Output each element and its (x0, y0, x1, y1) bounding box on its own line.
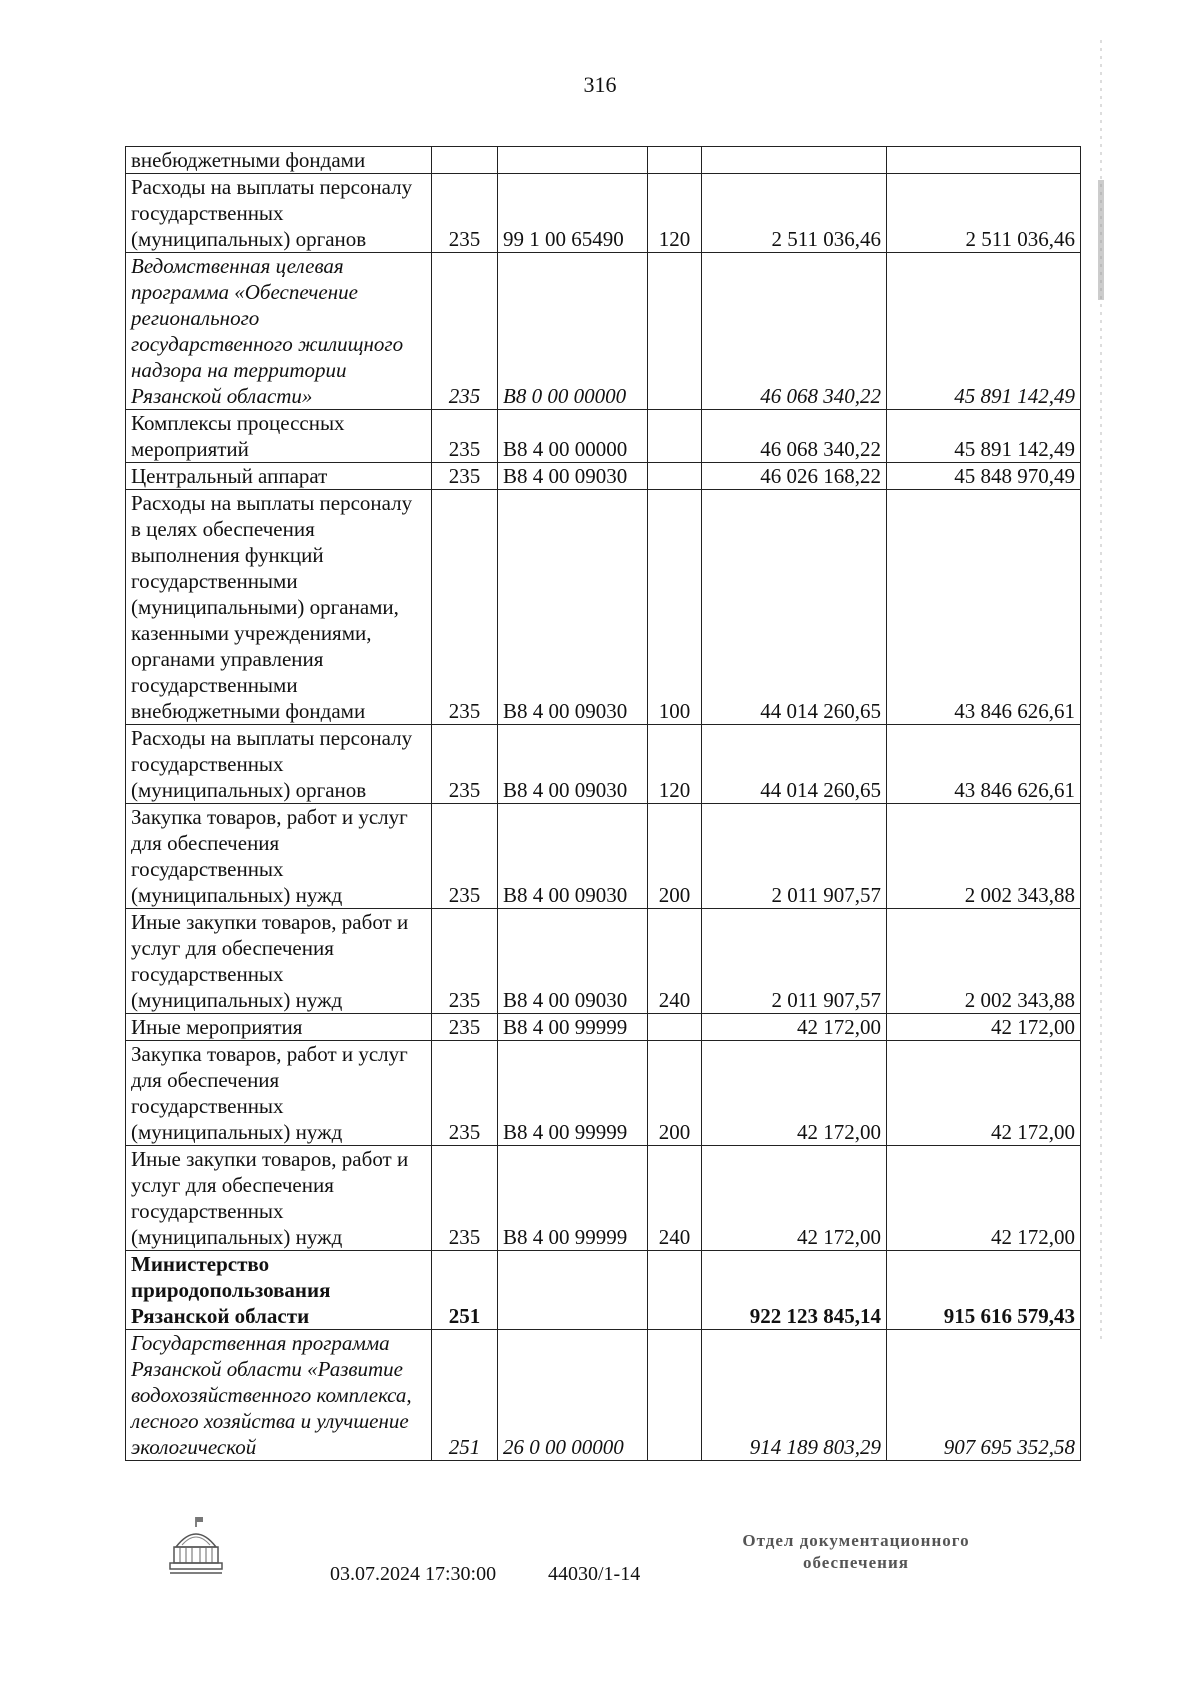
row-grbs-cell: 235 (432, 490, 498, 725)
row-vr-cell: 100 (648, 490, 702, 725)
row-name-cell: Закупка товаров, работ и услуг для обеспечения государственных (муниципальных) нужд (126, 804, 432, 909)
table-row (126, 804, 1081, 909)
row-csr-cell: В8 4 00 09030 (498, 490, 648, 725)
row-sum-year2-cell: 42 172,00 (887, 1041, 1081, 1146)
row-vr-cell (648, 147, 702, 174)
table-row (126, 1251, 1081, 1330)
row-vr-cell: 200 (648, 1041, 702, 1146)
row-vr-cell: 240 (648, 1146, 702, 1251)
row-vr-cell: 200 (648, 804, 702, 909)
row-sum-year1-cell: 44 014 260,65 (702, 725, 887, 804)
row-name-cell: Расходы на выплаты персоналу государственных (муниципальных) органов (126, 725, 432, 804)
table-row (126, 253, 1081, 410)
row-grbs-cell: 235 (432, 463, 498, 490)
table-row (126, 725, 1081, 804)
row-vr-cell (648, 1014, 702, 1041)
stamp-line-1: Отдел документационного (742, 1531, 970, 1550)
row-name-cell: Иные закупки товаров, работ и услуг для обеспечения государственных (муниципальных) нужд (126, 909, 432, 1014)
row-sum-year2-cell: 43 846 626,61 (887, 490, 1081, 725)
row-grbs-cell: 235 (432, 804, 498, 909)
row-name-cell: Иные закупки товаров, работ и услуг для обеспечения государственных (муниципальных) нужд (126, 1146, 432, 1251)
row-vr-cell (648, 253, 702, 410)
duma-logo (168, 1515, 224, 1577)
row-sum-year2-cell: 45 891 142,49 (887, 410, 1081, 463)
row-vr-cell: 120 (648, 174, 702, 253)
row-name-cell: Министерство природопользования Рязанской области (126, 1251, 432, 1330)
table-row (126, 147, 1081, 174)
row-grbs-cell: 235 (432, 725, 498, 804)
row-csr-cell: В8 0 00 00000 (498, 253, 648, 410)
row-name-cell: Иные мероприятия (126, 1014, 432, 1041)
row-grbs-cell: 235 (432, 253, 498, 410)
row-grbs-cell: 235 (432, 1041, 498, 1146)
row-sum-year2-cell: 2 511 036,46 (887, 174, 1081, 253)
row-vr-cell (648, 463, 702, 490)
row-sum-year1-cell: 914 189 803,29 (702, 1330, 887, 1461)
row-sum-year1-cell: 46 068 340,22 (702, 253, 887, 410)
row-sum-year2-cell: 907 695 352,58 (887, 1330, 1081, 1461)
row-csr-cell: В8 4 00 99999 (498, 1041, 648, 1146)
table-row (126, 909, 1081, 1014)
row-grbs-cell: 235 (432, 410, 498, 463)
table-row (126, 1330, 1081, 1461)
row-vr-cell (648, 410, 702, 463)
row-vr-cell: 240 (648, 909, 702, 1014)
row-csr-cell: В8 4 00 09030 (498, 725, 648, 804)
table-row (126, 1146, 1081, 1251)
row-sum-year2-cell: 42 172,00 (887, 1146, 1081, 1251)
row-grbs-cell: 235 (432, 1146, 498, 1251)
row-sum-year2-cell: 43 846 626,61 (887, 725, 1081, 804)
row-name-cell: Государственная программа Рязанской области «Развитие водохозяйственного комплекса, лесного хозяйства и улучшение экологической (126, 1330, 432, 1461)
row-csr-cell: В8 4 00 09030 (498, 804, 648, 909)
row-name-cell: Расходы на выплаты персоналу в целях обеспечения выполнения функций государственными (муниципальными) органами, казенными учреждениями, органами управления государственными внебюджетными фондами (126, 490, 432, 725)
row-grbs-cell (432, 147, 498, 174)
row-name-cell: Комплексы процессных мероприятий (126, 410, 432, 463)
row-grbs-cell: 251 (432, 1330, 498, 1461)
row-sum-year2-cell: 45 891 142,49 (887, 253, 1081, 410)
row-csr-cell: В8 4 00 99999 (498, 1014, 648, 1041)
row-sum-year1-cell: 42 172,00 (702, 1146, 887, 1251)
row-sum-year1-cell: 922 123 845,14 (702, 1251, 887, 1330)
row-grbs-cell: 235 (432, 1014, 498, 1041)
row-name-cell: Центральный аппарат (126, 463, 432, 490)
row-csr-cell: 99 1 00 65490 (498, 174, 648, 253)
row-sum-year2-cell: 2 002 343,88 (887, 909, 1081, 1014)
table-row (126, 490, 1081, 725)
row-grbs-cell: 235 (432, 174, 498, 253)
row-sum-year2-cell: 915 616 579,43 (887, 1251, 1081, 1330)
budget-table (125, 146, 1081, 1461)
row-csr-cell: В8 4 00 99999 (498, 1146, 648, 1251)
row-sum-year1-cell (702, 147, 887, 174)
footer-datetime: 03.07.2024 17:30:00 (330, 1563, 497, 1585)
row-sum-year1-cell: 2 011 907,57 (702, 804, 887, 909)
row-sum-year2-cell (887, 147, 1081, 174)
row-sum-year1-cell: 2 011 907,57 (702, 909, 887, 1014)
row-grbs-cell: 251 (432, 1251, 498, 1330)
table-row (126, 463, 1081, 490)
table-row (126, 1041, 1081, 1146)
scan-edge-artifact (1096, 40, 1106, 1340)
row-vr-cell (648, 1330, 702, 1461)
page-number: 316 (583, 72, 617, 97)
table-row (126, 1014, 1081, 1041)
row-csr-cell: В8 4 00 00000 (498, 410, 648, 463)
row-sum-year1-cell: 42 172,00 (702, 1014, 887, 1041)
row-name-cell: внебюджетными фондами (126, 147, 432, 174)
row-sum-year1-cell: 46 026 168,22 (702, 463, 887, 490)
row-sum-year2-cell: 2 002 343,88 (887, 804, 1081, 909)
row-sum-year2-cell: 42 172,00 (887, 1014, 1081, 1041)
row-name-cell: Закупка товаров, работ и услуг для обеспечения государственных (муниципальных) нужд (126, 1041, 432, 1146)
row-grbs-cell: 235 (432, 909, 498, 1014)
row-csr-cell (498, 1251, 648, 1330)
row-csr-cell: В8 4 00 09030 (498, 463, 648, 490)
budget-table-body (126, 147, 1081, 1461)
row-sum-year1-cell: 2 511 036,46 (702, 174, 887, 253)
footer-doc-number: 44030/1-14 (548, 1563, 641, 1585)
row-vr-cell: 120 (648, 725, 702, 804)
table-row (126, 174, 1081, 253)
table-row (126, 410, 1081, 463)
row-csr-cell (498, 147, 648, 174)
row-sum-year2-cell: 45 848 970,49 (887, 463, 1081, 490)
row-name-cell: Расходы на выплаты персоналу государственных (муниципальных) органов (126, 174, 432, 253)
row-sum-year1-cell: 42 172,00 (702, 1041, 887, 1146)
row-csr-cell: 26 0 00 00000 (498, 1330, 648, 1461)
row-sum-year1-cell: 46 068 340,22 (702, 410, 887, 463)
stamp-line-2: обеспечения (803, 1553, 909, 1572)
row-name-cell: Ведомственная целевая программа «Обеспечение регионального государственного жилищного надзора на территории Рязанской области» (126, 253, 432, 410)
row-csr-cell: В8 4 00 09030 (498, 909, 648, 1014)
department-stamp (706, 1530, 1006, 1574)
row-sum-year1-cell: 44 014 260,65 (702, 490, 887, 725)
row-vr-cell (648, 1251, 702, 1330)
